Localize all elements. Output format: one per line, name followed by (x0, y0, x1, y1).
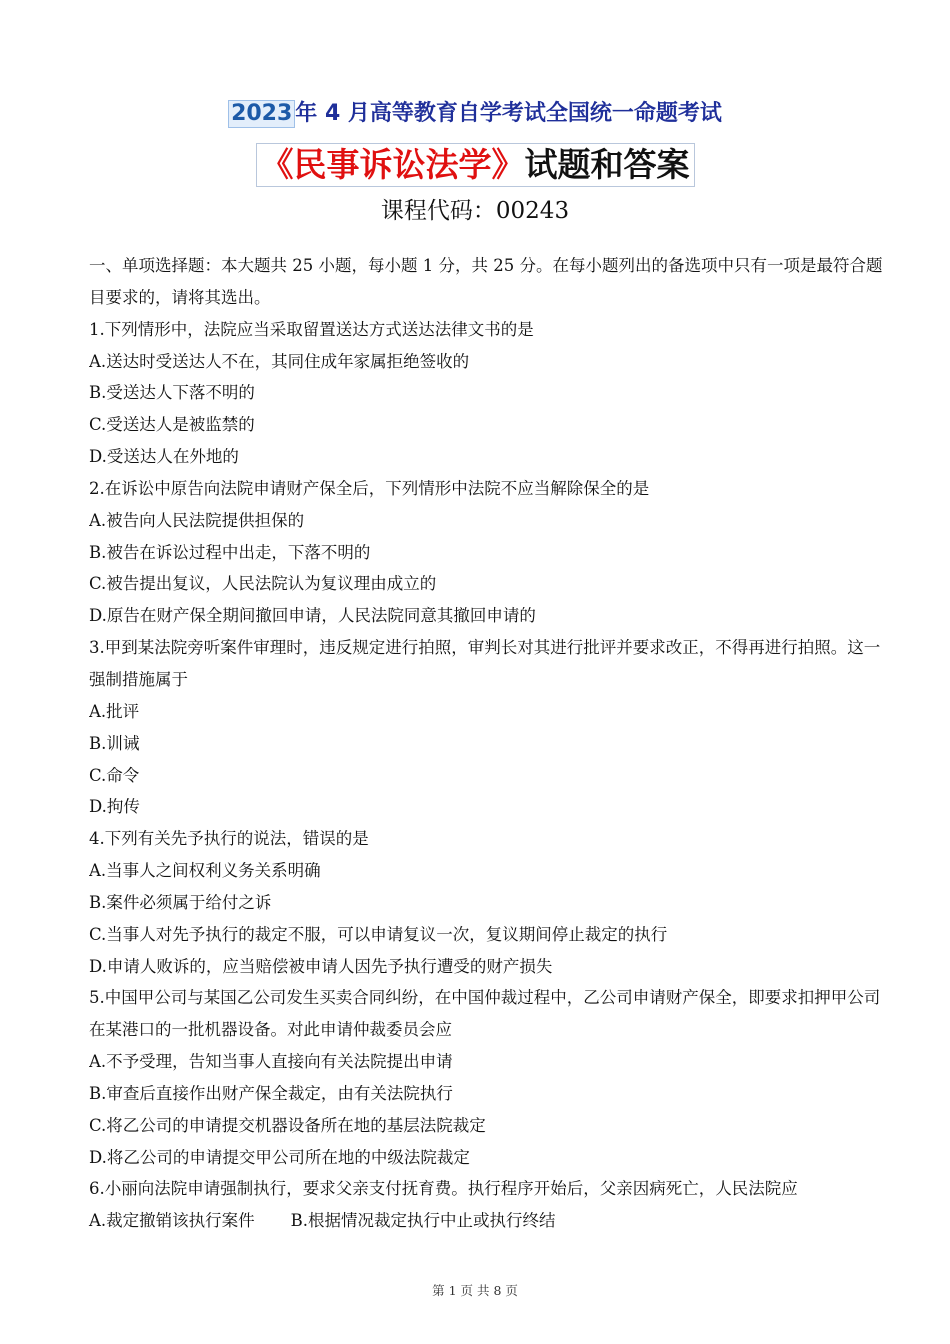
subject-title-box (256, 143, 695, 187)
question-4-option-d: D.申请人败诉的，应当赔偿被申请人因先予执行遭受的财产损失 (89, 956, 553, 976)
question-2-option-b: B.被告在诉讼过程中出走，下落不明的 (89, 542, 371, 562)
question-body (89, 250, 884, 1237)
subject-suffix: 试题和答案 (524, 145, 690, 184)
question-1-option-a: A.送达时受送达人不在，其同住成年家属拒绝签收的 (89, 351, 470, 371)
question-1-option-c: C.受送达人是被监禁的 (89, 415, 255, 435)
question-5-option-d: D.将乙公司的申请提交甲公司所在地的中级法院裁定 (89, 1147, 470, 1167)
question-3-option-b: B.训诫 (89, 733, 140, 753)
exam-year: 2023 (228, 100, 295, 128)
question-2-stem: 2.在诉讼中原告向法院申请财产保全后，下列情形中法院不应当解除保全的是 (89, 478, 650, 498)
question-1-option-d: D.受送达人在外地的 (89, 447, 239, 467)
question-5-option-c: C.将乙公司的申请提交机器设备所在地的基层法院裁定 (89, 1115, 486, 1135)
question-4-option-c: C.当事人对先予执行的裁定不服，可以申请复议一次，复议期间停止裁定的执行 (89, 924, 668, 944)
question-3-option-d: D.拘传 (89, 797, 140, 817)
question-2-option-a: A.被告向人民法院提供担保的 (89, 510, 305, 530)
question-4-option-a: A.当事人之间权利义务关系明确 (89, 861, 321, 881)
question-3-stem: 3.甲到某法院旁听案件审理时，违反规定进行拍照，审判长对其进行批评并要求改正，不得再进行拍照。这一强制措施属于 (89, 638, 881, 689)
question-2-option-d: D.原告在财产保全期间撤回申请，人民法院同意其撤回申请的 (89, 606, 536, 626)
question-4-option-b: B.案件必须属于给付之诉 (89, 892, 272, 912)
exam-title (0, 97, 950, 131)
subject-name: 《民事诉讼法学》 (260, 145, 525, 184)
question-5-stem: 5.中国甲公司与某国乙公司发生买卖合同纠纷，在中国仲裁过程中，乙公司申请财产保全，即要求扣押甲公司在某港口的一批机器设备。对此申请仲裁委员会应 (89, 988, 881, 1040)
question-3-option-c: C.命令 (89, 765, 140, 785)
question-1-option-b: B.受送达人下落不明的 (89, 383, 255, 403)
question-6-option-a: A.裁定撤销该执行案件 (89, 1211, 255, 1231)
question-5-option-a: A.不予受理，告知当事人直接向有关法院提出申请 (89, 1052, 453, 1072)
subject-title (0, 143, 950, 187)
question-5-option-b: B.审查后直接作出财产保全裁定，由有关法院执行 (89, 1083, 453, 1103)
section-instruction: 一、单项选择题：本大题共 25 小题，每小题 1 分，共 25 分。在每小题列出的备选项中只有一项是最符合题目要求的，请将其选出。 (89, 256, 883, 307)
question-1-stem: 1.下列情形中，法院应当采取留置送达方式送达法律文书的是 (89, 319, 534, 339)
question-6-stem: 6.小丽向法院申请强制执行，要求父亲支付抚育费。执行程序开始后，父亲因病死亡，人民法院应 (89, 1179, 798, 1199)
question-6-option-b: B.根据情况裁定执行中止或执行终结 (290, 1211, 556, 1231)
question-3-option-a: A.批评 (89, 701, 140, 721)
question-4-stem: 4.下列有关先予执行的说法，错误的是 (89, 829, 369, 849)
course-code: 课程代码：00243 (380, 198, 570, 224)
question-6-options-row (89, 1205, 884, 1237)
exam-title-text: 年 4 月高等教育自学考试全国统一命题考试 (295, 101, 722, 126)
page-footer: 第 1 页 共 8 页 (432, 1283, 518, 1298)
question-2-option-c: C.被告提出复议，人民法院认为复议理由成立的 (89, 574, 437, 594)
